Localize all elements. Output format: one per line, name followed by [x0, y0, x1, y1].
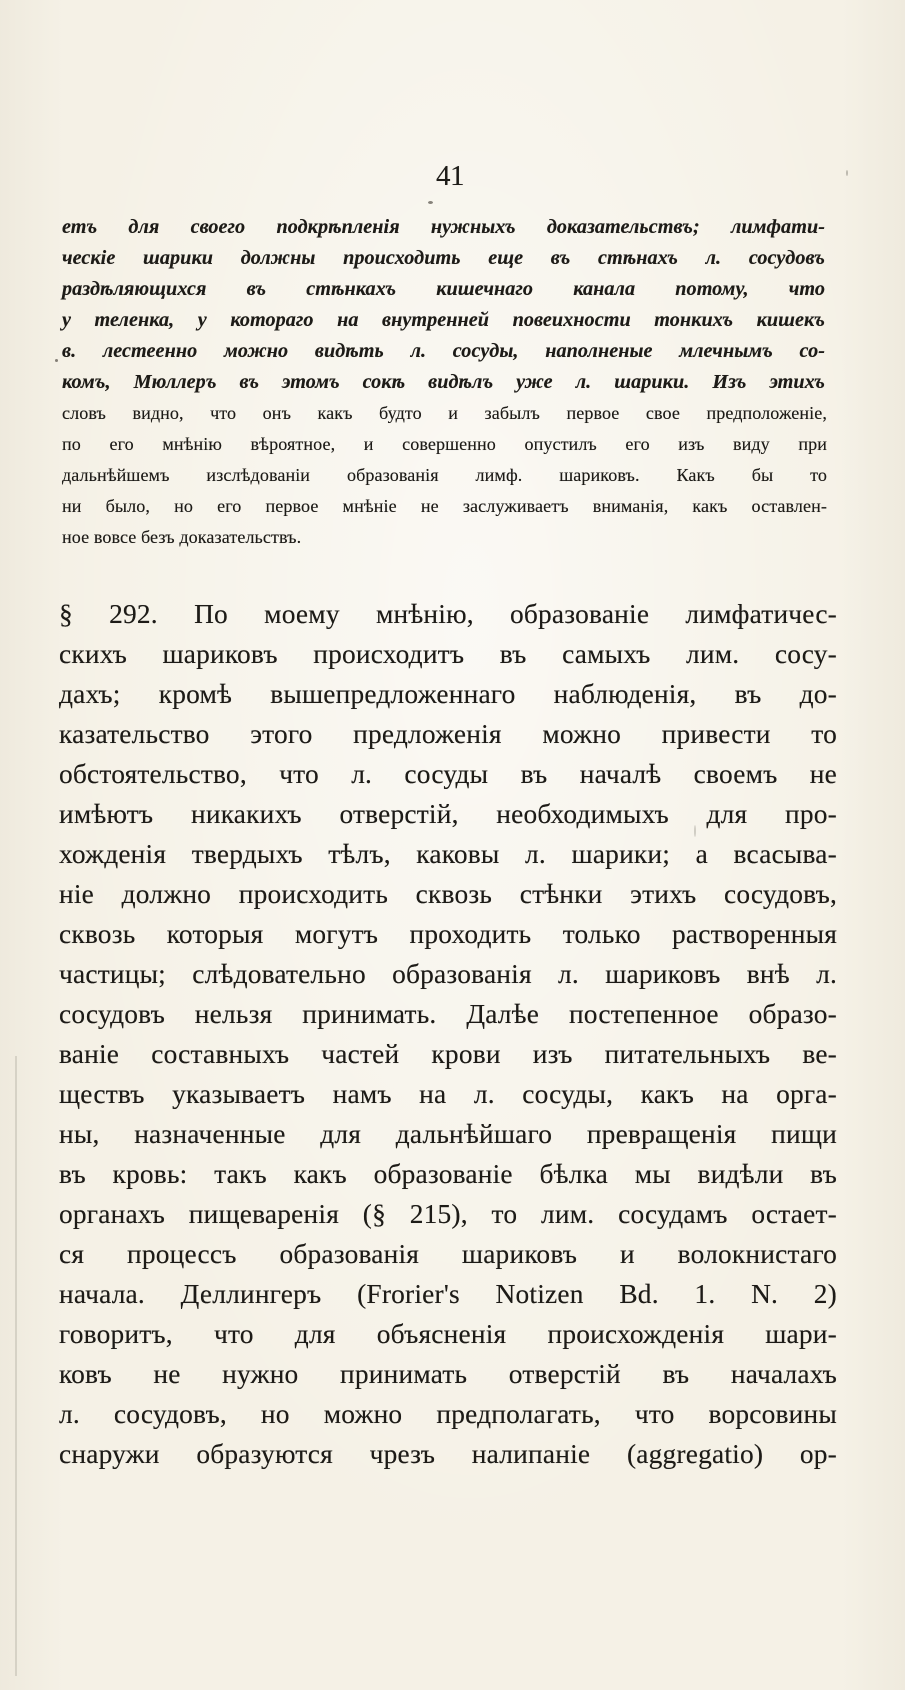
footnote-line: ни было, но его первое мнѣніе не заслуживаетъ вниманія, какъ оставлен- — [62, 496, 827, 516]
body-text-line: снаружи образуются чрезъ налипаніе (aggregatio) ор- — [59, 1439, 837, 1469]
body-text-line: сквозь которыя могутъ проходить только растворенныя — [59, 919, 837, 949]
footnote-line: по его мнѣнію вѣроятное, и совершенно опустилъ его изъ виду при — [62, 434, 827, 454]
footnote-line: словъ видно, что онъ какъ будто и забылъ первое свое предположеніе, — [62, 403, 827, 423]
footnote-line: етъ для своего подкрѣпленія нужныхъ доказательствъ; лимфати- — [62, 216, 825, 238]
scan-speck — [846, 170, 848, 176]
footnote-line: ческіе шарики должны происходить еще въ стѣнахъ л. сосудовъ — [62, 247, 825, 269]
body-text-line: ся процессъ образованія шариковъ и волокнистаго — [59, 1239, 837, 1269]
body-text-line: § 292. По моему мнѣнію, образованіе лимфатичес- — [59, 599, 837, 629]
body-text-line: скихъ шариковъ происходитъ въ самыхъ лим. сосу- — [59, 639, 837, 669]
body-text-line: ществъ указываетъ намъ на л. сосуды, какъ на орга- — [59, 1079, 837, 1109]
body-text-line: л. сосудовъ, но можно предполагать, что ворсовины — [59, 1399, 837, 1429]
body-text-line: въ кровь: такъ какъ образованіе бѣлка мы видѣли въ — [59, 1159, 837, 1189]
ink-speck — [428, 201, 433, 204]
body-text-line: ваніе составныхъ частей крови изъ питательныхъ ве- — [59, 1039, 837, 1069]
footnote-line: ное вовсе безъ доказательствъ. — [62, 527, 302, 547]
page-number: 41 — [436, 160, 464, 192]
page-edge-shadow — [15, 1056, 17, 1676]
body-text-line: дахъ; кромѣ вышепредложеннаго наблюденія, въ до- — [59, 679, 837, 709]
body-text-line: казательство этого предложенія можно привести то — [59, 719, 837, 749]
footnote-line: у теленка, у котораго на внутренней повеихности тонкихъ кишекъ — [62, 309, 825, 331]
body-text-line: сосудовъ нельзя принимать. Далѣе постепенное образо- — [59, 999, 837, 1029]
body-text-line: ніе должно происходить сквозь стѣнки этихъ сосудовъ, — [59, 879, 837, 909]
body-text-line: начала. Деллингеръ (Frorier's Notizen Bd. 1. N. 2) — [59, 1279, 837, 1309]
body-text-line: органахъ пищеваренія (§ 215), то лим. сосудамъ остает- — [59, 1199, 837, 1229]
footnote-line: в. лестеенно можно видѣть л. сосуды, наполненые млечнымъ со- — [62, 340, 825, 362]
body-text-line: частицы; слѣдовательно образованія л. шариковъ внѣ л. — [59, 959, 837, 989]
footnote-line: дальнѣйшемъ изслѣдованіи образованія лимф. шариковъ. Какъ бы то — [62, 465, 827, 485]
body-text-line: обстоятельство, что л. сосуды въ началѣ своемъ не — [59, 759, 837, 789]
body-text-line: ны, назначенные для дальнѣйшаго превращенія пищи — [59, 1119, 837, 1149]
footnote-line: раздѣляющихся въ стѣнкахъ кишечнаго канала потому, что — [62, 278, 825, 300]
body-text-line: хожденія твердыхъ тѣлъ, каковы л. шарики; а всасыва- — [59, 839, 837, 869]
body-text-line: имѣютъ никакихъ отверстій, необходимыхъ для про- — [59, 799, 837, 829]
body-text-line: ковъ не нужно принимать отверстій въ началахъ — [59, 1359, 837, 1389]
body-text-line: говоритъ, что для объясненія происхожденія шари- — [59, 1319, 837, 1349]
footnote-line: комъ, Мюллеръ въ этомъ сокѣ видѣлъ уже л. шарики. Изъ этихъ — [62, 371, 825, 393]
ink-speck — [55, 359, 58, 362]
